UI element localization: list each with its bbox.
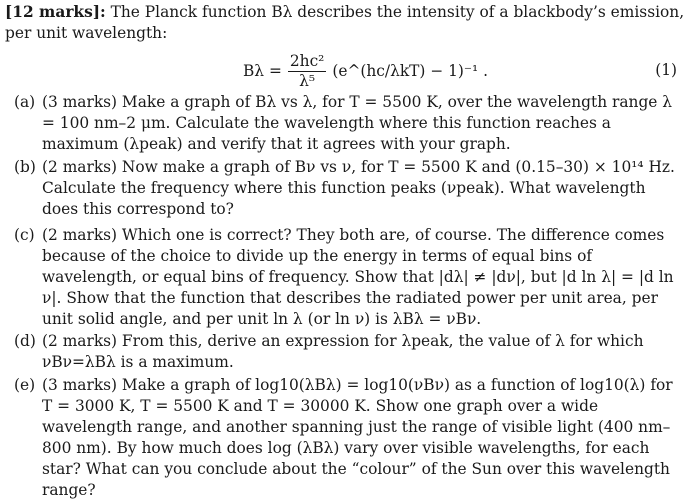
part-c — [14, 225, 680, 330]
part-text: (2 marks) Which one is correct? They both are, of course. The difference comes because of the choice to divide up the energy in terms of equal bins of wavelength, or equal bins of frequency. Show that |dλ| ≠ |dν|, but |d ln λ| = |d ln ν|. Show that the function that describes the radiated power per unit area, per unit solid angle, and per unit ln λ (or ln ν) is λBλ = νBν. — [42, 226, 674, 328]
equation-number: (1) — [655, 61, 677, 79]
part-text: (2 marks) From this, derive an expression for λpeak, the value of λ for which νBν=λBλ is a maximum. — [42, 332, 644, 371]
part-label: (c) — [14, 226, 35, 244]
equation-lhs: Bλ = — [243, 61, 282, 80]
part-label: (d) — [14, 332, 36, 350]
part-label: (b) — [14, 158, 36, 176]
equation-fraction — [288, 52, 327, 91]
part-text: (3 marks) Make a graph of Bλ vs λ, for T = 5500 K, over the wavelength range λ = 100 nm–2 μm. Calculate the wavelength where this function reaches a maximum (λpeak) and verify that it agrees with your graph. — [42, 93, 673, 153]
part-text: (2 marks) Now make a graph of Bν vs ν, for T = 5500 K and (0.15–30) × 10¹⁴ Hz. Calculate the frequency where this function peaks (νpeak). What wavelength does this correspond to? — [42, 158, 675, 218]
part-text: (3 marks) Make a graph of log10(λBλ) = log10(νBν) as a function of log10(λ) for T = 3000 K, T = 5500 K and T = 30000 K. Show one graph over a wide wavelength range, and another spanning just the range of visible light (400 nm–800 nm). By how much does log (λBλ) vary over visible wavelengths, for each star? What can you conclude about the “colour” of the Sun over this wavelength range? — [42, 376, 673, 499]
problem-intro — [5, 2, 693, 44]
part-e — [14, 375, 680, 501]
planck-equation — [0, 46, 700, 96]
equation-denominator: λ⁵ — [299, 71, 316, 90]
part-d — [14, 331, 680, 373]
part-label: (e) — [14, 376, 36, 394]
part-a — [14, 92, 680, 155]
intro-text: The Planck function Bλ describes the intensity of a blackbody’s emission, per unit wavelength: — [5, 3, 685, 42]
equation-rhs: (e^(hc/λkT) − 1)⁻¹ . — [332, 61, 488, 80]
marks-total: [12 marks]: — [5, 3, 106, 21]
part-b — [14, 157, 680, 220]
part-label: (a) — [14, 93, 36, 111]
equation-numerator: 2hc² — [289, 51, 325, 70]
